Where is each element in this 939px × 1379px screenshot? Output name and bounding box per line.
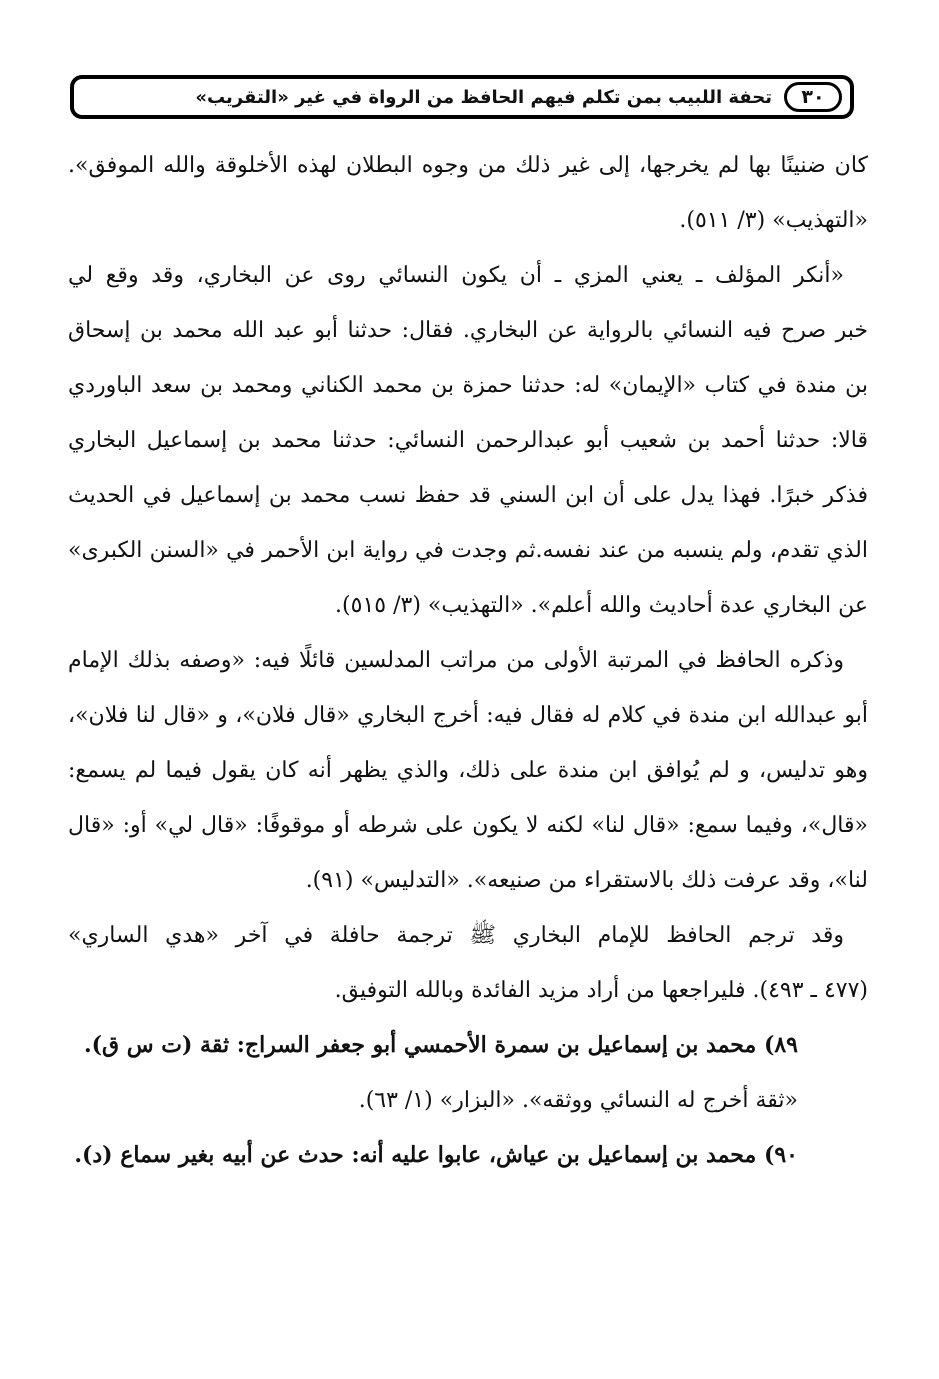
book-title: تحفة اللبيب بمن تكلم فيهم الحافظ من الرواة في غير «التقريب»	[195, 86, 772, 108]
text-line: أبو عبدالله ابن مندة في كلام له فقال فيه: أخرج البخاري «قال فلان»، و «قال لنا فلان»،	[68, 703, 868, 728]
text-line: فذكر خبرًا. فهذا يدل على أن ابن السني قد حفظ نسب محمد بن إسماعيل في الحديث	[68, 483, 868, 508]
text-line: لنا»، وقد عرفت ذلك بالاستقراء من صنيعه». «التدليس» (٩١).	[305, 868, 868, 893]
page-number: ٣٠	[784, 82, 842, 112]
narrator-entry-90: ٩٠) محمد بن إسماعيل بن عياش، عابوا عليه أنه: حدث عن أبيه بغير سماع (د).	[74, 1142, 798, 1168]
body-text	[68, 138, 868, 1183]
text-line: (٤٧٧ ـ ٤٩٣). فليراجعها من أراد مزيد الفائدة وبالله التوفيق.	[334, 978, 868, 1003]
entry-quote: «ثقة أخرج له النسائي ووثقه». «البزار» (١/ ٦٣).	[358, 1088, 798, 1113]
text-line: وقد ترجم الحافظ للإمام البخاري ﷺ ترجمة حافلة في آخر «هدي الساري»	[68, 923, 844, 948]
text-line: «أنكر المؤلف ـ يعني المزي ـ أن يكون النسائي روى عن البخاري، وقد وقع لي	[68, 263, 844, 288]
text-line: خبر صرح فيه النسائي بالرواية عن البخاري. فقال: حدثنا أبو عبد الله محمد بن إسحاق	[68, 318, 868, 343]
text-line: قالا: حدثنا أحمد بن شعيب أبو عبدالرحمن النسائي: حدثنا محمد بن إسماعيل البخاري	[68, 428, 868, 453]
text-line: وهو تدليس، و لم يُوافق ابن مندة على ذلك، والذي يظهر أنه كان يقول فيما لم يسمع:	[68, 758, 868, 783]
running-header	[70, 75, 854, 119]
text-line: كان ضنينًا بها لم يخرجها، إلى غير ذلك من وجوه البطلان لهذه الأخلوقة والله الموفق».	[68, 153, 868, 178]
narrator-entry-89: ٨٩) محمد بن إسماعيل بن سمرة الأحمسي أبو جعفر السراج: ثقة (ت س ق).	[83, 1032, 798, 1058]
text-line: «قال»، وفيما سمع: «قال لنا» لكنه لا يكون على شرطه أو موقوفًا: «قال لي» أو: «قال	[68, 813, 868, 838]
text-line: وذكره الحافظ في المرتبة الأولى من مراتب المدلسين قائلًا فيه: «وصفه بذلك الإمام	[68, 648, 844, 673]
text-line: الذي تقدم، ولم ينسبه من عند نفسه.ثم وجدت في رواية ابن الأحمر في «السنن الكبرى»	[68, 538, 868, 563]
text-line: بن مندة في كتاب «الإيمان» له: حدثنا حمزة بن محمد الكناني ومحمد بن سعد الباوردي	[68, 373, 868, 398]
text-line: «التهذيب» (٣/ ٥١١).	[679, 208, 868, 233]
text-line: عن البخاري عدة أحاديث والله أعلم». «التهذيب» (٣/ ٥١٥).	[335, 593, 868, 618]
